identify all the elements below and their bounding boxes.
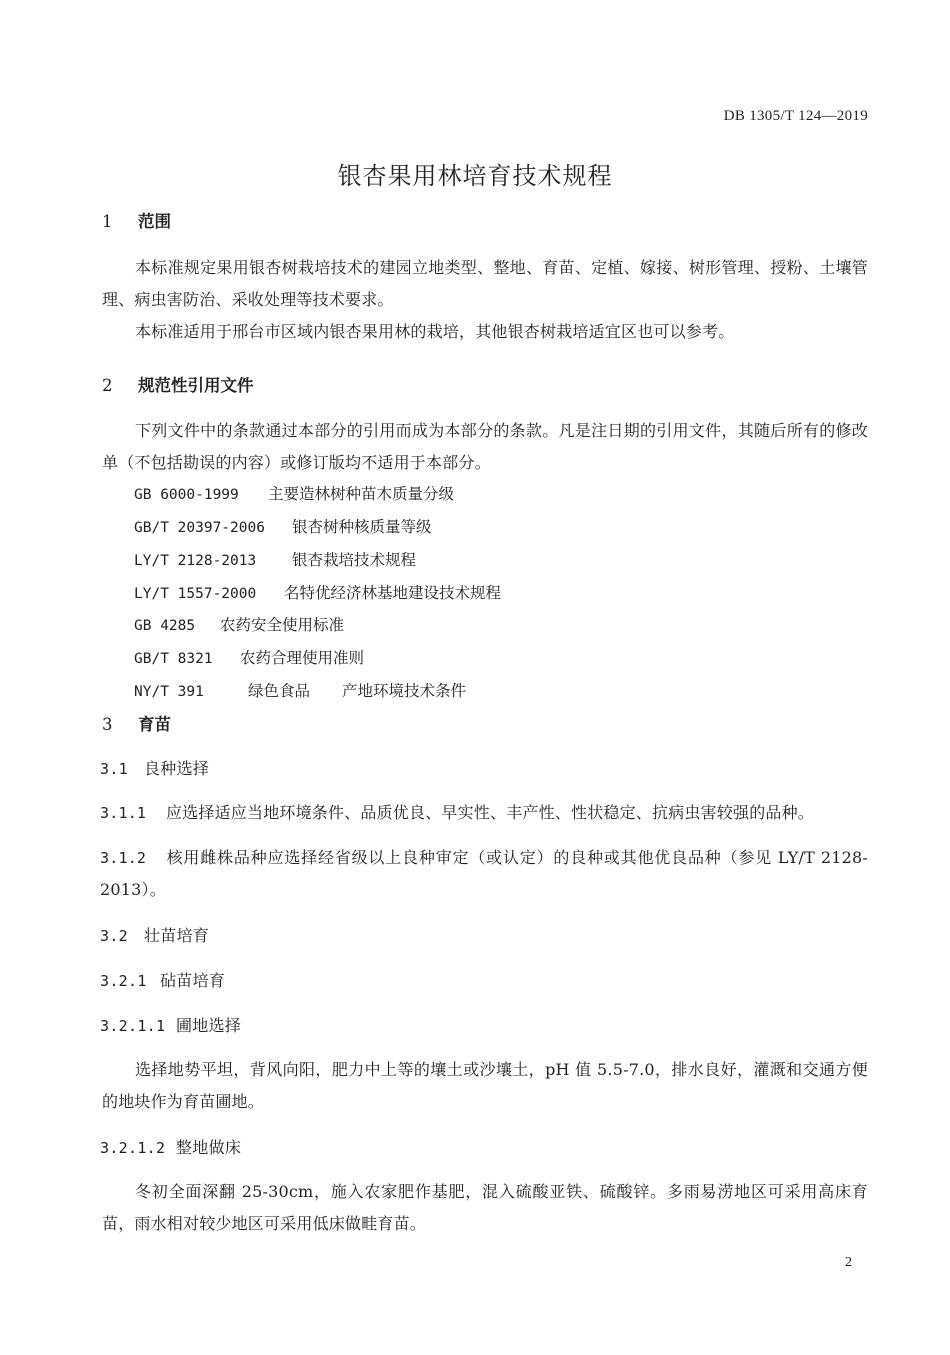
clause-3-1-1 xyxy=(100,797,868,829)
subsection-title: 壮苗培育 xyxy=(144,926,210,945)
page-number: 2 xyxy=(845,1255,852,1270)
reference-item xyxy=(134,681,868,702)
reference-code: GB/T 20397-2006 xyxy=(134,520,265,536)
nursery-site-paragraph: 选择地势平坦，背风向阳，肥力中上等的壤土或沙壤土，pH 值 5.5-7.0，排水良好，灌溉和交通方便的地块作为育苗圃地。 xyxy=(102,1060,868,1111)
reference-name: 银杏树种核质量等级 xyxy=(292,518,432,536)
section-number: 2 xyxy=(102,376,113,395)
clause-3-1-2 xyxy=(100,842,868,906)
subsection-number: 3.2.1 xyxy=(100,972,147,990)
reference-item xyxy=(134,583,868,604)
document-title: 银杏果用林培育技术规程 xyxy=(337,162,613,190)
reference-name-part-2: 产地环境技术条件 xyxy=(342,682,467,700)
section-1-heading xyxy=(102,208,868,232)
reference-code: GB 4285 xyxy=(134,618,196,634)
clause-number: 3.1.1 xyxy=(100,804,147,822)
scope-paragraph-1: 本标准规定果用银杏树栽培技术的建园立地类型、整地、育苗、定植、嫁接、树形管理、授粉、土壤管理、病虫害防治、采收处理等技术要求。 xyxy=(102,258,868,309)
subsection-3-1-heading xyxy=(100,756,868,779)
reference-code: GB/T 8321 xyxy=(134,651,213,667)
subsection-number: 3.2.1.2 xyxy=(100,1139,166,1157)
subsection-number: 3.2.1.1 xyxy=(100,1017,166,1035)
reference-name: 主要造林树种苗木质量分级 xyxy=(268,485,455,503)
subsection-title: 良种选择 xyxy=(144,759,210,778)
standard-code: DB 1305/T 124—2019 xyxy=(723,108,868,124)
subsection-3-2-1-1-heading xyxy=(100,1013,868,1036)
section-2-heading xyxy=(102,372,868,396)
reference-item xyxy=(134,550,868,571)
section-title: 育苗 xyxy=(138,715,171,734)
subsection-title: 整地做床 xyxy=(176,1138,242,1157)
references-intro: 下列文件中的条款通过本部分的引用而成为本部分的条款。凡是注日期的引用文件，其随后所有的修改单（不包括勘误的内容）或修订版均不适用于本部分。 xyxy=(102,421,868,472)
scope-paragraph-2: 本标准适用于邢台市区域内银杏果用林的栽培，其他银杏树栽培适宜区也可以参考。 xyxy=(135,322,735,341)
reference-item xyxy=(134,517,868,538)
section-number: 3 xyxy=(102,715,113,734)
subsection-title: 砧苗培育 xyxy=(160,971,226,990)
subsection-3-2-1-heading xyxy=(100,968,868,991)
reference-name: 绿色食品 xyxy=(248,682,311,700)
clause-number: 3.1.2 xyxy=(100,849,147,867)
clause-text: 核用雌株品种应选择经省级以上良种审定（或认定）的良种或其他优良品种（参见 LY/T 2128-2013）。 xyxy=(100,848,868,899)
subsection-number: 3.2 xyxy=(100,927,128,945)
reference-name: 银杏栽培技术规程 xyxy=(292,551,417,569)
reference-name: 名特优经济林基地建设技术规程 xyxy=(284,584,502,602)
subsection-3-2-1-2-heading xyxy=(100,1135,868,1158)
section-title: 范围 xyxy=(138,212,171,231)
subsection-3-2-heading xyxy=(100,923,868,946)
reference-code: GB 6000-1999 xyxy=(134,487,239,503)
reference-name: 农药合理使用准则 xyxy=(240,649,365,667)
reference-item xyxy=(134,484,868,505)
section-title: 规范性引用文件 xyxy=(138,376,254,395)
clause-text: 应选择适应当地环境条件、品质优良、早实性、丰产性、性状稳定、抗病虫害较强的品种。 xyxy=(166,803,815,822)
reference-name: 农药安全使用标准 xyxy=(220,616,345,634)
reference-code: NY/T 391 xyxy=(134,684,204,700)
section-3-heading xyxy=(102,711,868,735)
reference-code: LY/T 2128-2013 xyxy=(134,553,257,569)
reference-item xyxy=(134,648,868,669)
reference-code: LY/T 1557-2000 xyxy=(134,586,257,602)
subsection-title: 圃地选择 xyxy=(176,1016,242,1035)
reference-item xyxy=(134,615,868,636)
bed-preparation-paragraph: 冬初全面深翻 25-30cm，施入农家肥作基肥，混入硫酸亚铁、硫酸锌。多雨易涝地区可采用高床育苗，雨水相对较少地区可采用低床做畦育苗。 xyxy=(102,1182,868,1233)
subsection-number: 3.1 xyxy=(100,760,128,778)
section-number: 1 xyxy=(102,212,113,231)
